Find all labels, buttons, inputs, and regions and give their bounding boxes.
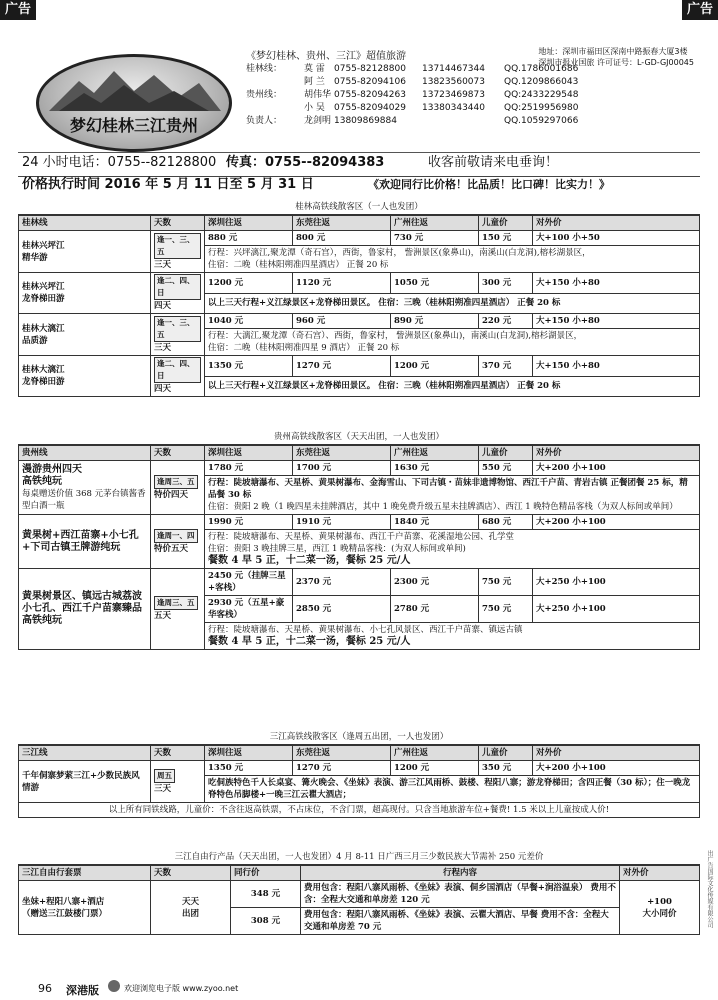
header [18,40,700,153]
price-period-bar [18,176,700,192]
address-text: 地址：深圳市福田区深南中路振春大厦3楼 [538,47,688,56]
contact-row: 小 吴 0755-82094029 13380343440 QQ:2519956980 [304,103,579,113]
table-row: 行程：兴坪漓江,聚龙潭（奇石宫），西街，鲁家村， 訾洲景区(象鼻山)，南溪山(白龙洞),榕杉湖景区， 住宿：二晚（桂林阳朔准四星酒店） 正餐 20 标 [19,246,700,273]
ad-label-left: 广告 [0,0,36,20]
brand-logo [36,54,232,152]
guilin-section [18,200,700,397]
table-row: 漫游贵州四天 高铁纯玩 每桌赠送价值 368 元茅台镇酱香型白酒一瓶 逢周三、五 特价四天 1780 元 1700 元 1630 元 550 元 大+200 小+100 [19,461,700,476]
globe-icon [108,980,120,992]
table-row: 2930 元（五星+豪华客栈） 2850 元 2780 元 750 元 大+250 小+100 [19,596,700,623]
sanjiang-table [18,745,700,818]
table-header-row: 贵州线 天数 深圳往返 东莞往返 广州往返 儿童价 对外价 [19,446,700,461]
table-row: 行程：陡坡塘瀑布、天星桥、黄果树瀑布、金海雪山、下司古镇・苗妹非遗博物馆、西江千户苗、青岩古镇 正餐团餐 25 标，精品餐 30 标 住宿：贵阳 2 晚（1 晚四星未挂牌酒店，其中 1 晚免费升级五星未挂牌酒店）、西江 1 晚特色精品客栈（为双人标间或单间） [19,476,700,515]
price-period: 价格执行时间 2016 年 5 月 11 日至 5 月 31 日 [22,177,314,192]
contact-row: 负责人： 龙剑明 13809869884 QQ.1059297066 [246,116,579,126]
sanjiang-section [18,730,700,818]
page-number: 96 [38,982,52,995]
edition-label: 深港版 [66,984,99,997]
table-header-row: 三江自由行套票 天数 同行价 行程内容 对外价 [19,866,700,881]
table-row: 桂林兴坪江 龙脊梯田游 逢二、四、日 四天 1200 元 1120 元 1050 元 300 元 大+150 小+80 [19,273,700,294]
mountain-icon [39,63,229,113]
table-row: 以上三天行程+义江绿景区+龙脊梯田景区。 住宿：三晚（桂林阳朔准四星酒店） 正餐 20 标 [19,293,700,314]
table-row: 吃侗族特色千人长桌宴、篝火晚会、《坐妹》表演、游三江风雨桥、鼓楼、程阳八寨；游龙脊梯田；含四正餐（30 标）；住一晚龙脊特色吊脚楼+一晚三江云瞿大酒店； [19,776,700,803]
table-row: 以上三天行程+义江绿景区+龙脊梯田景区。 住宿：三晚（桂林阳朔准四星酒店） 正餐 20 标 [19,376,700,397]
section-caption: 三江高铁线散客区（逢周五出团，一人也发团） [18,730,700,745]
header-title: 《梦幻桂林、贵州、三江》超值旅游 [246,51,406,62]
contact-info [246,50,700,128]
table-row: 桂林兴坪江 精华游 逢一、三、五 三天 880 元 800 元 730 元 150 元 大+100 小+50 [19,231,700,246]
free-travel-section [18,850,700,935]
slogan: 《欢迎同行比价格！比品质！比口碑！比实力！》 [368,178,610,191]
website-link[interactable]: 欢迎浏览电子版 www.zyoo.net [124,984,239,993]
hotline-text: 24 小时电话：0755--82128800 [22,155,217,170]
table-row: 坐妹+程阳八寨+酒店 （赠送三江鼓楼门票） 天天 出团 348 元 费用包含：程阳八寨风雨桥、《坐妹》表演、侗乡国酒店（早餐+涧浴温泉） 费用不含：全程大交通和单房差 120 元 +100 大小同价 [19,881,700,908]
contact-row: 阿 兰 0755-82094106 13823560073 QQ.1209866043 [304,77,579,87]
table-header-row: 桂林线 天数 深圳往返 东莞往返 广州往返 儿童价 对外价 [19,216,700,231]
section-caption: 贵州高铁线散客区（天天出团，一人也发团） [18,430,700,445]
table-row: 桂林大漓江 品质游 逢一、三、五 三天 1040 元 960 元 890 元 220 元 大+150 小+80 [19,314,700,329]
table-row: 黄果树+西江苗寨+小七孔+下司古镇王牌游纯玩 逢周一、四 特价五天 1990 元 1910 元 1840 元 680 元 大+200 小+100 [19,515,700,530]
contact-row: 贵州线： 胡伟华 0755-82094263 13723469873 QQ:2433229548 [246,90,579,100]
section-caption: 桂林高铁线散客区（一人也发团） [18,200,700,215]
fax-text: 传真：0755--82094383 [226,155,385,170]
table-header-row: 三江线 天数 深圳往返 东莞往返 广州往返 儿童价 对外价 [19,746,700,761]
license-text: 深圳市报业国旅 许可证号：L-GD-GJ00045 [538,58,694,67]
table-row: 行程：陡坡塘瀑布、天星桥、黄果树瀑布、西江千户苗寨、花溪湿地公园、孔学堂 住宿：贵阳 3 晚挂牌三星，西江 1 晚精品客栈：(为双人标间或单间) 餐数 4 早 5 正，十二菜一汤，餐标 25 元/人 [19,530,700,569]
table-row: 以上所有同铁线路，儿童价：不含往返高铁票，不占床位，不含门票，超高现付。只含当地旅游车位+餐费! 1.5 米以上儿童按成人价! [19,803,700,818]
table-row: 桂林大漓江 龙脊梯田游 逢二、四、日 四天 1350 元 1270 元 1200 元 370 元 大+150 小+80 [19,356,700,377]
publisher-sidebar: 出广告国际文化传媒有限公司 [706,850,713,928]
ad-label-right: 广告 [682,0,718,20]
table-row: 308 元 费用包含：程阳八寨风雨桥、《坐妹》表演、云瞿大酒店、早餐 费用不含：全程大交通和单房差 70 元 [19,908,700,935]
guizhou-section [18,430,700,650]
ad-frame [18,40,700,952]
guilin-table [18,215,700,397]
table-row: 千年侗寨梦萦三江+少数民族风情游 周五 三天 1350 元 1270 元 1200 元 350 元 大+200 小+100 [19,761,700,776]
contact-row: 桂林线： 莫 雷 0755-82128800 13714467344 QQ.1786001686 [246,64,579,74]
table-row: 行程：陡坡塘瀑布、天星桥、黄果树瀑布、小七孔风景区、西江千户苗寨、镇远古镇 餐数 4 早 5 正，十二菜一汤，餐标 25 元/人 [19,623,700,650]
guizhou-table [18,445,700,650]
page-footer [0,962,718,1000]
section-caption: 三江自由行产品（天天出团，一人也发团）4 月 8-11 日广西三月三少数民族大节需补 250 元差价 [18,850,700,865]
logo-text: 梦幻桂林三江贵州 [69,116,198,135]
table-row: 行程：大漓江,聚龙潭（奇石宫）、西街，鲁家村， 訾洲景区(象鼻山)，南溪山(白龙洞),榕杉湖景区， 住宿：二晚（桂林阳朔准四星 9 酒店） 正餐 20 标 [19,329,700,356]
table-row: 黄果树景区、镇远古城荔波小七孔、西江千户苗寨臻品高铁纯玩 逢周三、五 五天 2450 元（挂牌三星+客栈） 2370 元 2300 元 750 元 大+250 小+100 [19,569,700,596]
free-travel-table [18,865,700,935]
notice-text: 收客前敬请来电垂询！ [428,155,559,170]
